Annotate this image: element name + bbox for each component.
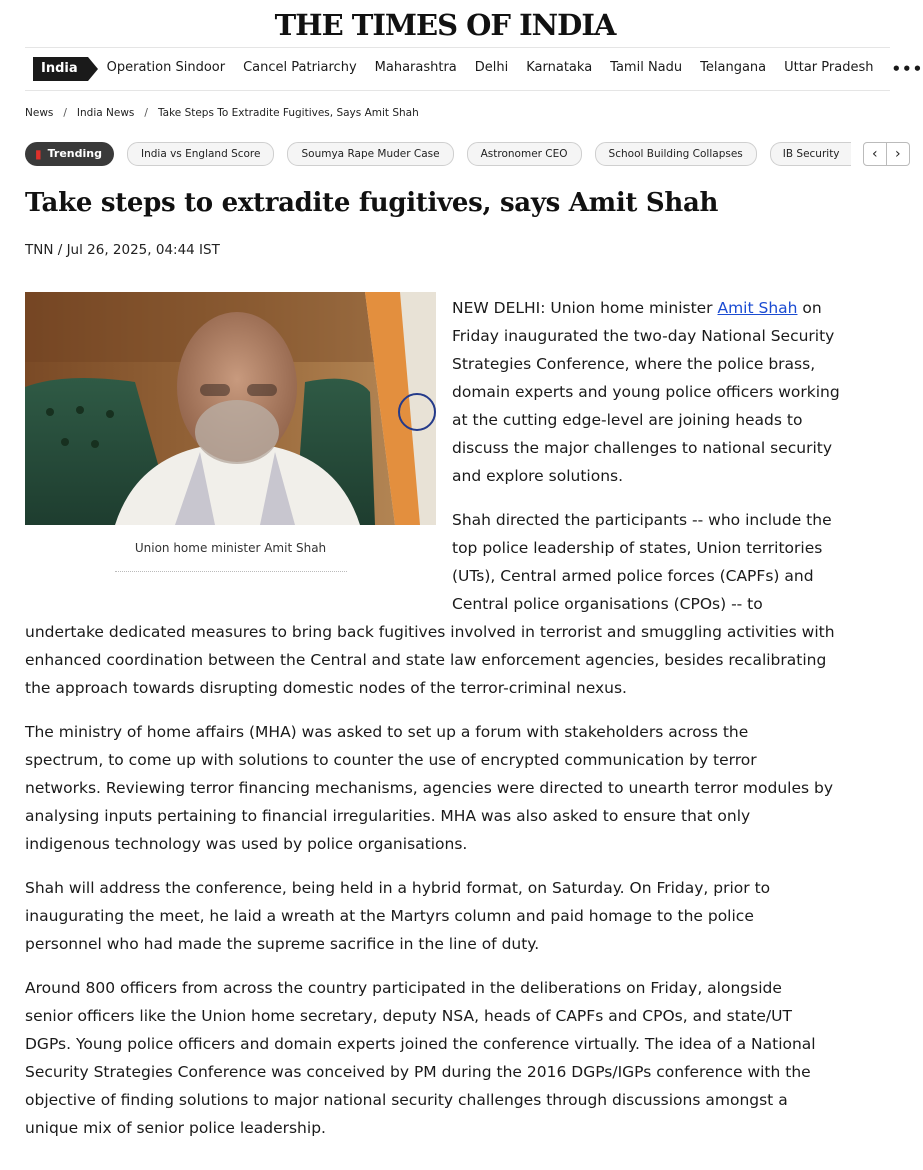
trending-arrows — [863, 142, 910, 166]
breadcrumb-news[interactable]: News — [25, 107, 54, 119]
trending-badge — [25, 142, 114, 166]
nav-item-tamil-nadu[interactable]: Tamil Nadu — [610, 60, 683, 75]
paragraph-text: NEW DELHI: Union home minister — [452, 299, 718, 317]
article-headline: Take steps to extradite fugitives, says Amit Shah — [25, 188, 719, 218]
breadcrumb-separator: / — [63, 107, 67, 119]
paragraph-line: unique mix of senior police leadership. — [25, 1119, 326, 1137]
paragraph-line: discuss the major challenges to national security — [452, 439, 833, 457]
paragraph-line: domain experts and young police officers working — [452, 383, 840, 401]
paragraph-line: Friday inaugurated the two-day National Security — [452, 327, 835, 345]
paragraph-line: inaugurating the meet, he laid a wreath at the Martyrs column and paid homage to the police — [25, 907, 754, 925]
paragraph-line: objective of finding solutions to major national security challenges through discussions amongst a — [25, 1091, 788, 1109]
paragraph-line: top police leadership of states, Union territories — [452, 539, 823, 557]
more-menu-icon[interactable]: ••• — [891, 60, 923, 78]
paragraph-text: on — [797, 299, 822, 317]
nav-item-karnataka[interactable]: Karnataka — [526, 60, 593, 75]
article-figure — [25, 292, 436, 572]
paragraph-line: networks. Reviewing terror financing mechanisms, agencies were directed to unearth terror modules by — [25, 779, 834, 797]
paragraph-line: spectrum, to come up with solutions to counter the use of encrypted communication by terror — [25, 751, 757, 769]
trending-item[interactable]: School Building Collapses — [595, 142, 757, 166]
nav-item-maharashtra[interactable]: Maharashtra — [374, 60, 457, 75]
paragraph-line: DGPs. Young police officers and domain experts joined the conference virtually. The idea of a National — [25, 1035, 816, 1053]
article-photo[interactable] — [25, 292, 436, 525]
paragraph-line: personnel who had made the supreme sacrifice in the line of duty. — [25, 935, 540, 953]
paragraph-line — [452, 294, 872, 322]
flame-icon: ▮ — [35, 147, 42, 161]
main-nav — [25, 47, 923, 91]
paragraph-line: senior officers like the Union home secretary, deputy NSA, heads of CAPFs and CPOs, and state/UT — [25, 1007, 792, 1025]
breadcrumb-current: Take Steps To Extradite Fugitives, Says Amit Shah — [157, 107, 419, 119]
trending-item[interactable]: India vs England Score — [127, 142, 275, 166]
nav-items — [107, 60, 923, 78]
paragraph-line: analysing inputs pertaining to financial irregularities. MHA was also asked to ensure that only — [25, 807, 751, 825]
paragraph-line: Security Strategies Conference was conceived by PM during the 2016 DGPs/IGPs conference with the — [25, 1063, 811, 1081]
nav-item-uttar-pradesh[interactable]: Uttar Pradesh — [784, 60, 874, 75]
breadcrumb — [25, 107, 419, 119]
article-paragraph-2-right — [452, 506, 872, 618]
paragraph-line: at the cutting edge-level are joining heads to — [452, 411, 803, 429]
amit-shah-link[interactable]: Amit Shah — [717, 299, 798, 317]
image-caption: Union home minister Amit Shah — [134, 541, 327, 555]
site-logo[interactable]: THE TIMES OF INDIA — [274, 8, 616, 42]
paragraph-line: Central police organisations (CPOs) -- to — [452, 595, 763, 613]
article-paragraph-2-full — [25, 618, 875, 702]
breadcrumb-india-news[interactable]: India News — [76, 107, 135, 119]
trending-item[interactable]: Astronomer CEO — [467, 142, 582, 166]
chevron-right-icon[interactable]: › — [887, 142, 910, 166]
paragraph-line: undertake dedicated measures to bring back fugitives involved in terrorist and smuggling activities with — [25, 623, 835, 641]
trending-label: Trending — [47, 147, 102, 160]
trending-item[interactable]: Soumya Rape Muder Case — [287, 142, 453, 166]
article-paragraph-5 — [25, 974, 875, 1142]
paragraph-line: Strategies Conference, where the police brass, — [452, 355, 816, 373]
nav-tab-india[interactable]: India — [33, 57, 88, 81]
paragraph-line: The ministry of home affairs (MHA) was asked to set up a forum with stakeholders across the — [25, 723, 749, 741]
article-paragraph-1 — [452, 294, 872, 490]
chevron-left-icon[interactable]: ‹ — [863, 142, 887, 166]
nav-item-delhi[interactable]: Delhi — [474, 60, 509, 75]
paragraph-line: enhanced coordination between the Central and state law enforcement agencies, besides recalibrating — [25, 651, 827, 669]
nav-item-cancel-patriarchy[interactable]: Cancel Patriarchy — [243, 60, 357, 75]
trending-item[interactable]: IB Security — [770, 142, 851, 166]
paragraph-line: Shah will address the conference, being held in a hybrid format, on Saturday. On Friday, prior to — [25, 879, 771, 897]
trending-bar — [25, 142, 910, 166]
breadcrumb-separator: / — [144, 107, 148, 119]
paragraph-line: Shah directed the participants -- who include the — [452, 511, 832, 529]
paragraph-line: Around 800 officers from across the country participated in the deliberations on Friday, alongside — [25, 979, 782, 997]
nav-item-operation-sindoor[interactable]: Operation Sindoor — [106, 60, 226, 75]
article-paragraph-3 — [25, 718, 875, 858]
paragraph-line: (UTs), Central armed police forces (CAPFs) and — [452, 567, 814, 585]
paragraph-line: and explore solutions. — [452, 467, 624, 485]
paragraph-line: indigenous technology was used by police organisations. — [25, 835, 468, 853]
article-byline: TNN / Jul 26, 2025, 04:44 IST — [25, 242, 220, 258]
nav-item-telangana[interactable]: Telangana — [700, 60, 767, 75]
caption-divider — [115, 571, 347, 572]
paragraph-line: the approach towards disrupting domestic nodes of the terror-criminal nexus. — [25, 679, 627, 697]
article-paragraph-4 — [25, 874, 875, 958]
